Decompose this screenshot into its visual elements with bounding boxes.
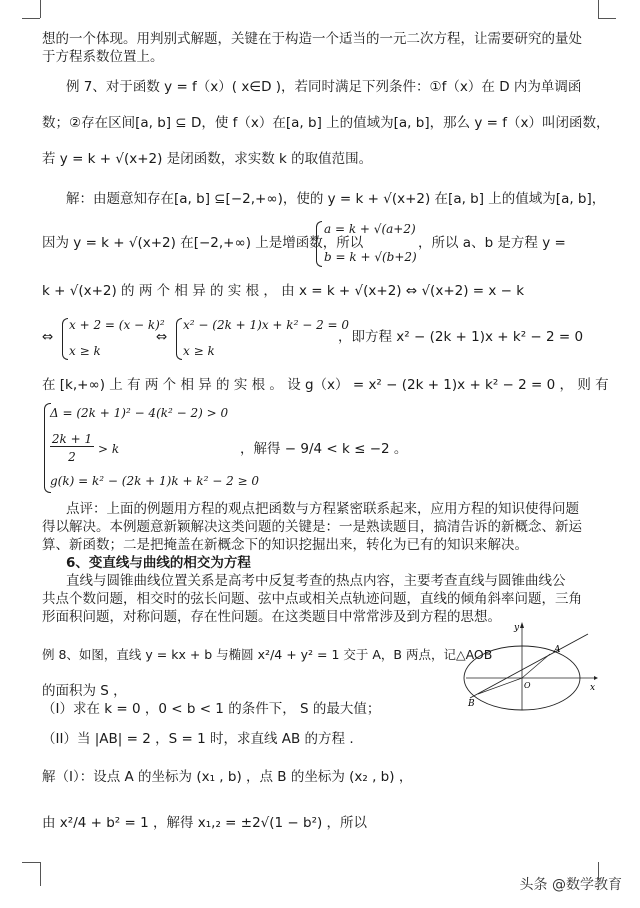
solution7-result: ，解得 − 9/4 < k ≤ −2 。 bbox=[240, 441, 408, 457]
solution8-line-2: 由 x²/4 + b² = 1 ，解得 x₁,₂ = ±2√(1 − b²) ，所以 bbox=[42, 815, 368, 831]
solution7-line-5: 在 [k,+∞) 上 有 两 个 相 异 的 实 根 。 设 g（x） = x² − (2k + 1)x + k² − 2 = 0 ， 则 有 bbox=[42, 377, 609, 393]
system-b-eq-1: x² − (2k + 1)x + k² − 2 = 0 bbox=[183, 318, 350, 332]
solution7-line-3: k + √(x+2) 的 两 个 相 异 的 实 根 ， 由 x = k + √(x+2) ⇔ √(x+2) = x − k bbox=[42, 283, 525, 299]
crop-mark-bottom-left-h bbox=[22, 862, 40, 863]
ellipse-figure bbox=[460, 616, 600, 712]
system-brace-b bbox=[176, 318, 182, 360]
section6-title: 6、变直线与曲线的相交为方程 bbox=[66, 555, 251, 571]
crop-mark-top-right-h bbox=[598, 18, 616, 19]
comment-line-1: 点评：上面的例题用方程的观点把函数与方程紧密联系起来，应用方程的知识使得问题 bbox=[66, 501, 579, 517]
equiv-arrow-1: ⇔ bbox=[42, 329, 54, 345]
figure-label-x: x bbox=[590, 683, 596, 693]
example7-line-3: 若 y = k + √(x+2) 是闭函数，求实数 k 的取值范围。 bbox=[42, 151, 373, 167]
figure-oa-segment bbox=[522, 654, 550, 678]
example7-line-2: 数；②存在区间[a, b] ⊆ D，使 f（x）在[a, b] 上的值域为[a, b]，那么 y = f（x）叫闭函数， bbox=[42, 115, 610, 131]
intro-line-1: 想的一个体现。用判别式解题，关键在于构造一个适当的一元二次方程，让需要研究的量处 bbox=[42, 31, 582, 47]
crop-mark-top-left-h bbox=[22, 18, 40, 19]
solution7-line-2-right: ，所以 a、b 是方程 y = bbox=[418, 235, 566, 251]
crop-mark-bottom-left-v bbox=[40, 862, 41, 886]
watermark: 头条 @数学教育 bbox=[519, 877, 622, 893]
solution7-line-1: 解：由题意知存在[a, b] ⊆[−2,+∞)，使的 y = k + √(x+2) 在[a, b] 上的值域为[a, b]， bbox=[66, 191, 606, 207]
equiv-arrow-2: ⇔ bbox=[156, 329, 168, 345]
system-eq-b: b = k + √(b+2) bbox=[324, 250, 417, 264]
crop-mark-top-left-v bbox=[40, 0, 41, 18]
system-brace-a bbox=[62, 318, 68, 360]
condition-g-of-k: g(k) = k² − (2k + 1)k + k² − 2 ≥ 0 bbox=[50, 474, 260, 488]
section6-body-line-3: 形面积问题，对称问题，存在性问题。在这类题目中常常涉及到方程的思想。 bbox=[42, 609, 501, 625]
system-a-eq-2: x ≥ k bbox=[69, 344, 101, 358]
figure-label-a: A bbox=[554, 645, 561, 655]
system-brace-ab bbox=[316, 221, 322, 267]
figure-label-b: B bbox=[468, 699, 475, 709]
solution8-line-1: 解（I）：设点 A 的坐标为 (x₁ , b) ，点 B 的坐标为 (x₂ , b) ， bbox=[42, 769, 413, 785]
section6-body-line-1: 直线与圆锥曲线位置关系是高考中反复考查的热点内容，主要考查直线与圆锥曲线公 bbox=[66, 573, 566, 589]
system-b-eq-2: x ≥ k bbox=[183, 344, 215, 358]
condition-frac-num: 2k + 1 bbox=[51, 432, 93, 446]
example8-part-1: （I）求在 k = 0 ，0 < b < 1 的条件下， S 的最大值； bbox=[42, 701, 381, 717]
section6-body-line-2: 共点个数问题，相交时的弦长问题、弦中点或相关点轨迹问题，直线的倾角斜率问题，三角 bbox=[42, 591, 582, 607]
condition-discriminant: Δ = (2k + 1)² − 4(k² − 2) > 0 bbox=[50, 406, 229, 420]
example8-line-2: 的面积为 S ， bbox=[42, 683, 127, 699]
condition-frac-den: 2 bbox=[68, 450, 76, 464]
example8-line-1: 例 8、如图，直线 y = kx + b 与椭圆 x²/4 + y² = 1 交于 A，B 两点，记△AOB bbox=[42, 647, 493, 662]
solution7-line-2-left: 因为 y = k + √(x+2) 在[−2,+∞) 上是增函数，所以 bbox=[42, 235, 364, 251]
solution7-line-4-right: ，即方程 x² − (2k + 1)x + k² − 2 = 0 bbox=[338, 329, 584, 345]
figure-ob-segment bbox=[478, 678, 522, 694]
system-a-eq-1: x + 2 = (x − k)² bbox=[69, 318, 165, 332]
comment-line-3: 算、新函数；二是把掩盖在新概念下的知识挖掘出来，转化为已有的知识来解决。 bbox=[42, 537, 528, 553]
condition-frac-rest: > k bbox=[98, 442, 120, 456]
intro-line-2: 于方程系数位置上。 bbox=[42, 49, 164, 65]
crop-mark-top-right-v bbox=[598, 0, 599, 18]
figure-label-y: y bbox=[514, 623, 520, 633]
example8-part-2: （II）当 |AB| = 2 ，S = 1 时，求直线 AB 的方程 . bbox=[42, 731, 354, 747]
figure-label-o: O bbox=[524, 681, 531, 690]
comment-line-2: 得以解决。本例题意新颖解决这类问题的关键是：一是熟读题目，搞清告诉的新概念、新运 bbox=[42, 519, 582, 535]
example7-line-1: 例 7、对于函数 y = f（x）( x∈D )，若同时满足下列条件：①f（x）在 D 内为单调函 bbox=[66, 79, 582, 95]
figure-y-axis-arrow bbox=[520, 622, 524, 628]
figure-x-axis-arrow bbox=[594, 676, 598, 680]
system-eq-a: a = k + √(a+2) bbox=[324, 222, 416, 236]
